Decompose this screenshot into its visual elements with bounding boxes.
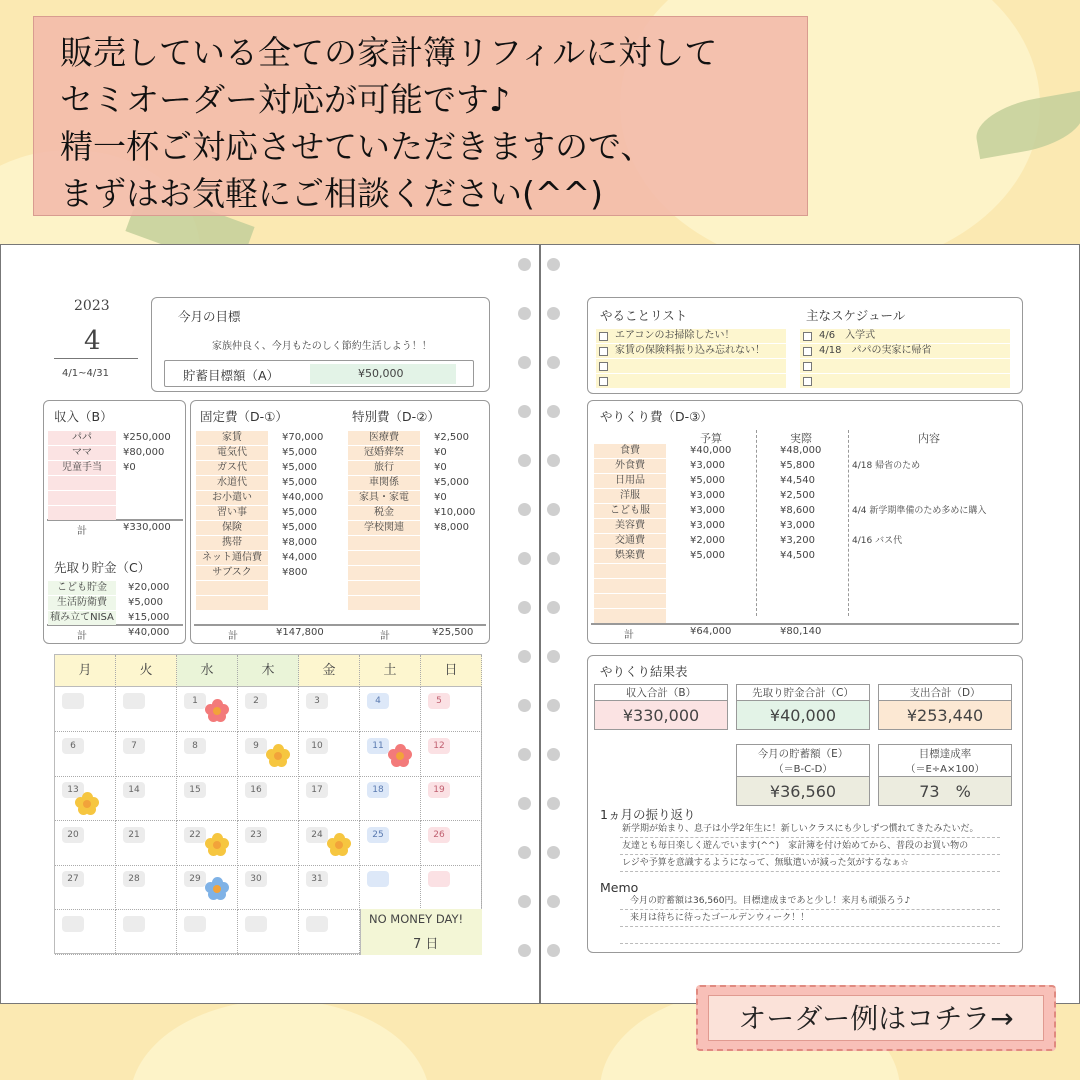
calendar-day[interactable] (299, 821, 360, 866)
special-row-value: ¥5,000 (434, 477, 469, 488)
binder-ring (547, 356, 560, 369)
yarikuri-title: やりくり費（D-③） (600, 409, 713, 424)
calendar-day-number (428, 871, 450, 887)
calendar-day-number: 12 (428, 738, 450, 754)
fixed-row-value: ¥4,000 (282, 552, 317, 563)
no-money-day-label: NO MONEY DAY! (369, 912, 464, 926)
special-row-bg (348, 581, 420, 595)
calendar-weekday-4: 金 (299, 655, 360, 687)
calendar-day[interactable] (299, 910, 360, 955)
calendar-day[interactable] (238, 776, 299, 821)
income-row-label: 児童手当 (62, 462, 102, 473)
review-line: 新学期が始まり、息子は小学2年生に！新しいクラスにも少しずつ慣れてきたみたいだ。 (622, 824, 979, 834)
binder-ring (518, 846, 531, 859)
calendar-day[interactable] (116, 732, 177, 777)
calendar-day-number: 30 (245, 871, 267, 887)
binder-ring (547, 454, 560, 467)
yarikuri-category: こども服 (610, 505, 650, 516)
memo-line: 今月の貯蓄額は36,560円。目標達成まであと少し！来月も頑張ろう♪ (630, 896, 911, 906)
calendar-day[interactable] (299, 865, 360, 910)
income-row-label: ママ (72, 447, 92, 458)
advance-row-label: 積み立てNISA (48, 611, 116, 625)
savings-formula: （＝B-C-D） (773, 764, 833, 775)
ruled-line (620, 871, 1000, 872)
calendar-day-number: 15 (184, 782, 206, 798)
calendar-day[interactable] (299, 776, 360, 821)
calendar-day-number: 11 (367, 738, 389, 754)
schedule-title: 主なスケジュール (806, 308, 906, 323)
rate-value: 73 % (878, 776, 1012, 806)
fixed-row-label: 携帯 (222, 537, 242, 548)
calendar-day[interactable] (55, 910, 116, 955)
savings-goal-value: ¥50,000 (358, 367, 404, 380)
binder-ring (547, 405, 560, 418)
fixed-row-label: 保険 (222, 522, 242, 533)
special-row-value: ¥8,000 (434, 522, 469, 533)
calendar-day[interactable] (177, 910, 238, 955)
special-row-label: 学校関連 (364, 522, 404, 533)
background-fruit (130, 1000, 430, 1080)
todo-checkbox-icon (599, 332, 608, 341)
flower-stamp-icon (205, 877, 229, 901)
yarikuri-total-line (591, 623, 1019, 625)
fixed-row-label: サブスク (212, 567, 252, 578)
expense-total-line (194, 624, 486, 626)
todo-row-bg (596, 359, 786, 373)
fixed-row-value: ¥5,000 (282, 462, 317, 473)
yarikuri-header-content: 内容 (918, 432, 940, 445)
calendar-day[interactable] (299, 687, 360, 732)
yarikuri-budget: ¥5,000 (690, 550, 725, 561)
yarikuri-category: 日用品 (615, 475, 645, 486)
no-money-day-value: 7 日 (413, 937, 439, 952)
calendar-day-number: 1 (184, 693, 206, 709)
calendar-day-number: 17 (306, 782, 328, 798)
yarikuri-actual: ¥3,200 (780, 535, 815, 546)
income-row-value: ¥250,000 (123, 432, 171, 443)
binder-ring (547, 797, 560, 810)
calendar-day-number: 16 (245, 782, 267, 798)
calendar-day-number: 18 (367, 782, 389, 798)
calendar-day-number: 28 (123, 871, 145, 887)
fixed-row-label: 水道代 (217, 477, 247, 488)
banner-line: 精一杯ご対応させていただきますので、 (60, 127, 654, 166)
calendar-day-number: 19 (428, 782, 450, 798)
binder-ring (518, 552, 531, 565)
banner-line: 販売している全ての家計簿リフィルに対して (60, 33, 718, 72)
calendar-day[interactable] (55, 821, 116, 866)
special-row-value: ¥0 (434, 447, 447, 458)
rate-formula: （＝E÷A×100） (905, 764, 985, 775)
special-row-label: 冠婚葬祭 (364, 447, 404, 458)
calendar-day[interactable] (421, 865, 482, 910)
calendar-day-number: 10 (306, 738, 328, 754)
calendar-day-number (306, 916, 328, 932)
order-example-label: オーダー例はコチラ→ (708, 995, 1044, 1041)
binder-ring (547, 650, 560, 663)
flower-stamp-icon (205, 833, 229, 857)
calendar-day[interactable] (360, 732, 421, 777)
calendar-day[interactable] (116, 910, 177, 955)
yarikuri-content: 4/4 新学期準備のため多めに購入 (852, 506, 987, 516)
order-example-button[interactable] (696, 985, 1056, 1051)
fixed-row-value: ¥70,000 (282, 432, 324, 443)
calendar (54, 654, 482, 954)
income-title: 収入（B） (54, 409, 113, 424)
calendar-day-number: 5 (428, 693, 450, 709)
calendar-day-number (367, 871, 389, 887)
schedule-row-bg (800, 359, 1010, 373)
calendar-day[interactable] (421, 732, 482, 777)
binder-ring (547, 895, 560, 908)
calendar-day[interactable] (238, 687, 299, 732)
special-row-bg (348, 551, 420, 565)
month-label: 4 (84, 326, 101, 356)
calendar-day[interactable] (421, 687, 482, 732)
special-row-label: 家具・家電 (359, 492, 409, 503)
yarikuri-actual: ¥8,600 (780, 505, 815, 516)
calendar-weekday-2: 水 (177, 655, 238, 687)
review-line: レジや予算を意識するようになって、無駄遣いが減った気がするなぁ☆ (622, 858, 909, 868)
binder-ring (518, 307, 531, 320)
fixed-row-bg (196, 596, 268, 610)
flower-stamp-icon (327, 833, 351, 857)
fixed-row-value: ¥5,000 (282, 447, 317, 458)
calendar-day-number: 2 (245, 693, 267, 709)
calendar-day-number: 24 (306, 827, 328, 843)
calendar-day-number: 4 (367, 693, 389, 709)
yarikuri-content: 4/18 帰省のため (852, 461, 921, 471)
goal-title: 今月の目標 (178, 309, 241, 324)
income-sum: ¥330,000 (594, 700, 728, 730)
calendar-day-number (123, 916, 145, 932)
income-row-value: ¥0 (123, 462, 136, 473)
fixed-row-label: ガス代 (217, 462, 247, 473)
calendar-day[interactable] (177, 865, 238, 910)
banner-line: セミオーダー対応が可能です♪ (60, 80, 511, 119)
yarikuri-category: 外食費 (615, 460, 645, 471)
calendar-day[interactable] (238, 865, 299, 910)
fixed-row-label: 電気代 (217, 447, 247, 458)
yarikuri-actual: ¥5,800 (780, 460, 815, 471)
yarikuri-row-bg (594, 579, 666, 593)
fixed-row-value: ¥8,000 (282, 537, 317, 548)
result-title: やりくり結果表 (600, 664, 688, 679)
yarikuri-header-actual: 実際 (790, 432, 812, 445)
special-row-label: 税金 (374, 507, 394, 518)
calendar-day[interactable] (116, 687, 177, 732)
yarikuri-row-bg (594, 594, 666, 608)
schedule-item: 4/18 パパの実家に帰省 (819, 345, 932, 356)
special-total: ¥25,500 (432, 627, 474, 638)
calendar-day-number: 27 (62, 871, 84, 887)
yarikuri-total-budget: ¥64,000 (690, 626, 732, 637)
binder-ring (518, 748, 531, 761)
yarikuri-row-bg (594, 564, 666, 578)
binder-ring (518, 601, 531, 614)
fixed-row-label: ネット通信費 (202, 552, 262, 563)
yarikuri-budget: ¥3,000 (690, 520, 725, 531)
schedule-checkbox-icon (803, 347, 812, 356)
special-row-label: 旅行 (374, 462, 394, 473)
calendar-day[interactable] (421, 821, 482, 866)
yarikuri-actual: ¥4,500 (780, 550, 815, 561)
calendar-day-number: 14 (123, 782, 145, 798)
calendar-day-number: 29 (184, 871, 206, 887)
expense-sum-label: 支出合計（D） (878, 684, 1012, 700)
special-row-label: 車関係 (369, 477, 399, 488)
calendar-day-number: 6 (62, 738, 84, 754)
yarikuri-divider (756, 430, 757, 616)
yarikuri-actual: ¥2,500 (780, 490, 815, 501)
calendar-day[interactable] (238, 732, 299, 777)
month-underline (54, 358, 138, 359)
year-label: 2023 (74, 298, 110, 314)
todo-checkbox-icon (599, 362, 608, 371)
advance-row-value: ¥5,000 (128, 597, 163, 608)
yarikuri-category: 娯楽費 (615, 550, 645, 561)
calendar-day-number: 8 (184, 738, 206, 754)
calendar-weekday-6: 日 (421, 655, 482, 687)
calendar-day-number: 26 (428, 827, 450, 843)
binder-ring (547, 944, 560, 957)
date-range: 4/1~4/31 (62, 368, 109, 379)
fixed-row-value: ¥5,000 (282, 522, 317, 533)
calendar-day[interactable] (360, 865, 421, 910)
calendar-day-number (62, 916, 84, 932)
schedule-item: 4/6 入学式 (819, 330, 876, 341)
fixed-total-label: 計 (228, 631, 238, 642)
calendar-weekday-0: 月 (55, 655, 116, 687)
fixed-row-label: 家賃 (222, 432, 242, 443)
advance-sum-label: 先取り貯金合計（C） (736, 684, 870, 700)
calendar-day-number (184, 916, 206, 932)
yarikuri-category: 洋服 (620, 490, 640, 501)
binder-ring (518, 503, 531, 516)
calendar-day-number (62, 693, 84, 709)
fixed-row-value: ¥40,000 (282, 492, 324, 503)
calendar-day[interactable] (177, 776, 238, 821)
ruled-line (620, 909, 1000, 910)
ruled-line (620, 837, 1000, 838)
income-row-value: ¥80,000 (123, 447, 165, 458)
advance-row-label: こども貯金 (48, 581, 116, 595)
special-row-value: ¥0 (434, 462, 447, 473)
yarikuri-budget: ¥40,000 (690, 445, 732, 456)
schedule-checkbox-icon (803, 362, 812, 371)
calendar-day-number: 7 (123, 738, 145, 754)
income-row-label: パパ (72, 432, 92, 443)
fixed-total: ¥147,800 (276, 627, 324, 638)
rate-label: 目標達成率 (918, 748, 972, 760)
savings-label: 今月の貯蓄額（E） (757, 748, 849, 760)
special-row-label: 医療費 (369, 432, 399, 443)
calendar-day-number (245, 916, 267, 932)
special-row-value: ¥0 (434, 492, 447, 503)
calendar-weekday-3: 木 (238, 655, 299, 687)
binder-ring (518, 650, 531, 663)
ruled-line (620, 943, 1000, 944)
special-row-bg (348, 536, 420, 550)
calendar-day[interactable] (55, 865, 116, 910)
special-row-bg (348, 566, 420, 580)
calendar-day-number: 21 (123, 827, 145, 843)
calendar-day[interactable] (360, 776, 421, 821)
income-total: ¥330,000 (123, 522, 171, 533)
calendar-weekday-5: 土 (360, 655, 421, 687)
binder-ring (547, 846, 560, 859)
binder-ring (518, 405, 531, 418)
review-line: 友達とも毎日楽しく遊んでいます(^^) 家計簿を付け始めてから、普段のお買い物の (622, 841, 969, 851)
todo-checkbox-icon (599, 377, 608, 386)
calendar-day[interactable] (238, 821, 299, 866)
binder-ring (518, 356, 531, 369)
calendar-day-number: 23 (245, 827, 267, 843)
calendar-day[interactable] (116, 821, 177, 866)
binder-ring (547, 601, 560, 614)
memo-title: Memo (600, 880, 639, 895)
review-title: 1ヵ月の振り返り (600, 807, 696, 822)
ruled-line (620, 854, 1000, 855)
todo-title: やることリスト (600, 308, 688, 323)
todo-row-bg (596, 374, 786, 388)
flower-stamp-icon (205, 699, 229, 723)
calendar-day-number (123, 693, 145, 709)
calendar-day-number: 20 (62, 827, 84, 843)
income-label-cell (48, 491, 116, 505)
yarikuri-budget: ¥3,000 (690, 460, 725, 471)
binder-ring (547, 258, 560, 271)
calendar-day-number: 3 (306, 693, 328, 709)
binder-ring (547, 307, 560, 320)
fixed-row-bg (196, 581, 268, 595)
yarikuri-actual: ¥4,540 (780, 475, 815, 486)
schedule-checkbox-icon (803, 377, 812, 386)
income-sum-label: 収入合計（B） (594, 684, 728, 700)
calendar-day[interactable] (116, 865, 177, 910)
yarikuri-header-budget: 予算 (700, 432, 722, 445)
info-banner (33, 16, 808, 216)
advance-title: 先取り貯金（C） (54, 560, 151, 575)
yarikuri-category: 美容費 (615, 520, 645, 531)
yarikuri-content: 4/16 バス代 (852, 536, 903, 546)
calendar-day[interactable] (55, 687, 116, 732)
calendar-day-number: 13 (62, 782, 84, 798)
advance-row-value: ¥20,000 (128, 582, 170, 593)
advance-sum: ¥40,000 (736, 700, 870, 730)
schedule-row-bg (800, 374, 1010, 388)
advance-row-value: ¥15,000 (128, 612, 170, 623)
income-total-label: 計 (77, 526, 87, 537)
calendar-day-number: 31 (306, 871, 328, 887)
yarikuri-divider (848, 430, 849, 616)
banner-line: まずはお気軽にご相談ください(^^) (60, 174, 604, 213)
binder-ring (518, 895, 531, 908)
ruled-line (620, 926, 1000, 927)
calendar-day[interactable] (360, 687, 421, 732)
yarikuri-budget: ¥3,000 (690, 490, 725, 501)
binder-ring (518, 699, 531, 712)
yarikuri-category: 食費 (620, 445, 640, 456)
yarikuri-total-actual: ¥80,140 (780, 626, 822, 637)
binder-ring (518, 797, 531, 810)
fixed-row-value: ¥5,000 (282, 507, 317, 518)
calendar-day-number: 22 (184, 827, 206, 843)
income-label-cell (48, 476, 116, 490)
flower-stamp-icon (75, 792, 99, 816)
calendar-day[interactable] (55, 732, 116, 777)
calendar-day[interactable] (116, 776, 177, 821)
calendar-weekday-1: 火 (116, 655, 177, 687)
special-total-label: 計 (380, 631, 390, 642)
fixed-row-label: 習い事 (217, 507, 247, 518)
binder-ring (547, 748, 560, 761)
goal-text: 家族仲良く、今月もたのしく節約生活しよう！！ (212, 341, 432, 352)
yarikuri-actual: ¥3,000 (780, 520, 815, 531)
yarikuri-budget: ¥5,000 (690, 475, 725, 486)
binder-ring (547, 503, 560, 516)
yarikuri-category: 交通費 (615, 535, 645, 546)
special-row-value: ¥2,500 (434, 432, 469, 443)
fixed-row-value: ¥5,000 (282, 477, 317, 488)
schedule-checkbox-icon (803, 332, 812, 341)
todo-item: 家賃の保険料振り込み忘れない！ (615, 345, 765, 356)
flower-stamp-icon (388, 744, 412, 768)
yarikuri-row-bg (594, 609, 666, 623)
special-title: 特別費（D-②） (352, 409, 440, 424)
no-money-day-box (360, 909, 482, 955)
advance-total: ¥40,000 (128, 627, 170, 638)
calendar-day[interactable] (238, 910, 299, 955)
yarikuri-budget: ¥2,000 (690, 535, 725, 546)
income-label-cell (48, 506, 116, 520)
fixed-row-value: ¥800 (282, 567, 308, 578)
binder-ring (518, 454, 531, 467)
calendar-day[interactable] (177, 687, 238, 732)
expense-sum: ¥253,440 (878, 700, 1012, 730)
binder-ring (518, 944, 531, 957)
memo-line: 来月は待ちに待ったゴールデンウィーク！！ (630, 913, 810, 923)
yarikuri-actual: ¥48,000 (780, 445, 822, 456)
yarikuri-total-label: 計 (624, 630, 634, 641)
calendar-day[interactable] (360, 821, 421, 866)
savings-goal-label: 貯蓄目標額（A） (183, 368, 280, 383)
advance-row-label: 生活防衛費 (48, 596, 116, 610)
calendar-day[interactable] (299, 732, 360, 777)
binder-ring (518, 258, 531, 271)
binder-ring (547, 699, 560, 712)
special-row-value: ¥10,000 (434, 507, 476, 518)
calendar-day-number: 9 (245, 738, 267, 754)
todo-item: エアコンのお掃除したい！ (615, 330, 735, 341)
flower-stamp-icon (266, 744, 290, 768)
calendar-day[interactable] (421, 776, 482, 821)
calendar-day[interactable] (177, 821, 238, 866)
binder-ring (547, 552, 560, 565)
special-row-bg (348, 596, 420, 610)
savings-value: ¥36,560 (736, 776, 870, 806)
fixed-title: 固定費（D-①） (200, 409, 288, 424)
todo-checkbox-icon (599, 347, 608, 356)
calendar-day[interactable] (55, 776, 116, 821)
calendar-day-number: 25 (367, 827, 389, 843)
advance-total-label: 計 (77, 631, 87, 642)
yarikuri-budget: ¥3,000 (690, 505, 725, 516)
calendar-day[interactable] (177, 732, 238, 777)
fixed-row-label: お小遣い (212, 492, 252, 503)
